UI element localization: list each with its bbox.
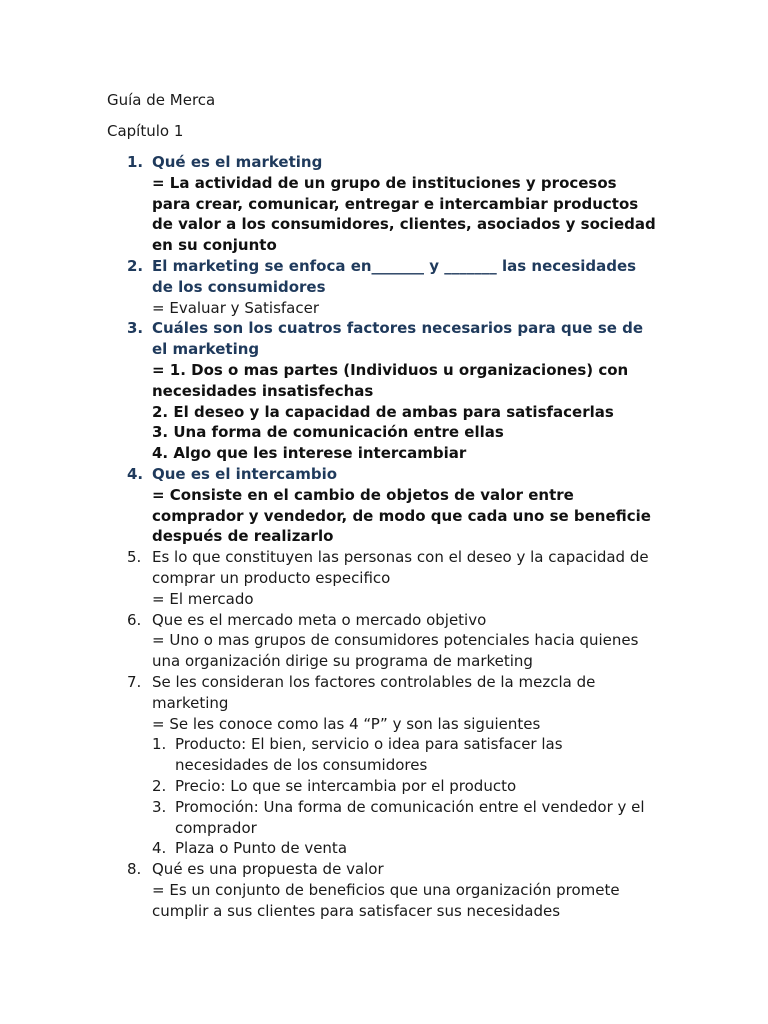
answer-line: 2. El deseo y la capacidad de ambas para satisfacerlas xyxy=(152,402,614,421)
list-item xyxy=(107,859,677,921)
item-number: 2. xyxy=(127,256,144,275)
item-line: cumplir a sus clientes para satisfacer sus necesidades xyxy=(152,901,561,920)
sub-list-item xyxy=(152,797,677,839)
item-number: 3. xyxy=(127,319,144,338)
answer-line: = Evaluar y Satisfacer xyxy=(152,298,320,317)
item-number: 8. xyxy=(127,860,142,879)
item-line: Es lo que constituyen las personas con el deseo y la capacidad de xyxy=(152,548,649,567)
list-item xyxy=(107,464,677,547)
document-title: Guía de Merca xyxy=(107,91,216,109)
answer-line: 3. Una forma de comunicación entre ellas xyxy=(152,423,504,442)
list-item xyxy=(107,610,677,672)
question-list xyxy=(107,152,677,921)
answer-line: = 1. Dos o mas partes (Individuos u organizaciones) con xyxy=(152,360,629,379)
question-text: Que es el intercambio xyxy=(152,464,338,483)
item-number: 7. xyxy=(127,672,142,691)
sub-item-number: 1. xyxy=(152,735,167,754)
question-text: Qué es el marketing xyxy=(152,153,323,171)
item-number: 5. xyxy=(127,548,142,567)
item-line: Se les consideran los factores controlables de la mezcla de xyxy=(152,672,596,691)
sub-item-line: Producto: El bien, servicio o idea para satisfacer las xyxy=(175,735,563,754)
item-number: 1. xyxy=(127,153,144,171)
question-line: de los consumidores xyxy=(152,277,326,296)
item-number: 4. xyxy=(127,464,144,483)
question-line: El marketing se enfoca en_______ y _______ las necesidades xyxy=(152,256,637,275)
chapter-heading: Capítulo 1 xyxy=(107,122,184,140)
answer-line: comprador y vendedor, de modo que cada uno se beneficie xyxy=(152,506,651,525)
list-item xyxy=(107,547,677,609)
sub-list-item xyxy=(152,838,677,859)
item-line: = El mercado xyxy=(152,589,254,608)
answer-line: 4. Algo que les interese intercambiar xyxy=(152,444,467,463)
sub-item-line: Precio: Lo que se intercambia por el producto xyxy=(175,776,517,795)
sub-item-number: 2. xyxy=(152,776,167,795)
list-item xyxy=(107,256,677,318)
sub-item-line: comprador xyxy=(175,818,257,837)
answer-line: = Consiste en el cambio de objetos de valor entre xyxy=(152,485,574,504)
list-item xyxy=(107,318,677,464)
list-item xyxy=(107,672,677,859)
item-line: Qué es una propuesta de valor xyxy=(152,860,384,879)
question-line: Cuáles son los cuatros factores necesarios para que se de xyxy=(152,319,644,338)
list-item xyxy=(107,152,677,256)
answer-line: necesidades insatisfechas xyxy=(152,381,374,400)
item-line: = Es un conjunto de beneficios que una organización promete xyxy=(152,880,620,899)
item-line: marketing xyxy=(152,693,229,712)
sub-item-line: necesidades de los consumidores xyxy=(175,756,428,775)
answer-line: = La actividad de un grupo de instituciones y procesos xyxy=(152,173,617,192)
item-line: = Se les conoce como las 4 “P” y son las siguientes xyxy=(152,714,541,733)
question-line: el marketing xyxy=(152,340,260,359)
sub-item-number: 3. xyxy=(152,797,167,816)
answer-line: en su conjunto xyxy=(152,236,277,255)
item-line: = Uno o mas grupos de consumidores potenciales hacia quienes xyxy=(152,631,639,650)
answer-line: de valor a los consumidores, clientes, asociados y sociedad xyxy=(152,215,656,234)
item-number: 6. xyxy=(127,610,142,629)
sub-item-line: Promoción: Una forma de comunicación entre el vendedor y el xyxy=(175,797,645,816)
item-line: Que es el mercado meta o mercado objetivo xyxy=(152,610,487,629)
answer-line: para crear, comunicar, entregar e intercambiar productos xyxy=(152,194,639,213)
sub-list-item xyxy=(152,734,677,776)
sub-item-number: 4. xyxy=(152,839,167,858)
sub-list-item xyxy=(152,776,677,797)
item-line: comprar un producto especifico xyxy=(152,568,391,587)
item-line: una organización dirige su programa de marketing xyxy=(152,652,533,671)
sub-item-line: Plaza o Punto de venta xyxy=(175,839,348,858)
answer-line: después de realizarlo xyxy=(152,527,334,546)
